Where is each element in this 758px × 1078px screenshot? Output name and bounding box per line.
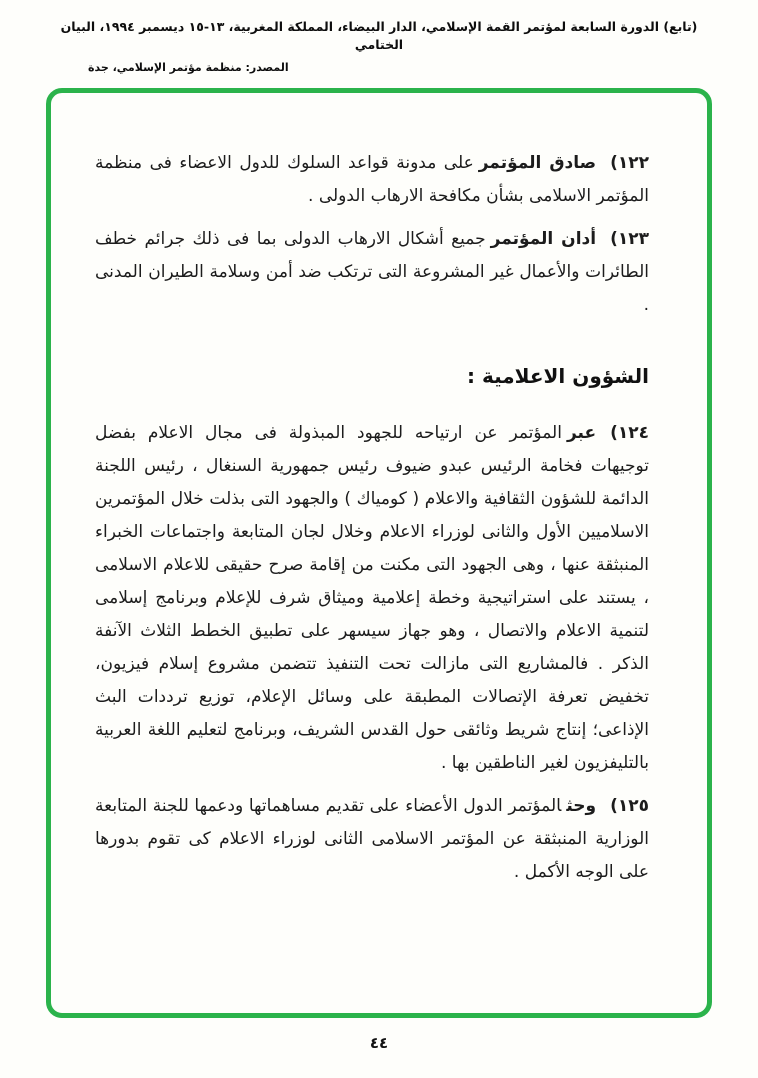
paragraph-122 [95, 147, 649, 213]
document-frame [46, 88, 712, 1018]
paragraph-number: ١٢٢) [610, 153, 649, 173]
paragraph-125 [95, 790, 649, 889]
paragraph-text: المؤتمر الدول الأعضاء على تقديم مساهماتها ودعمها للجنة المتابعة الوزارية المنبثقة عن المؤتمر الاسلامى الثانى لوزراء الاعلام كى تقوم بدورها على الوجه الأكمل . [95, 796, 649, 882]
paragraph-text: جميع أشكال الارهاب الدولى بما فى ذلك جرائم خطف الطائرات والأعمال غير المشروعة التى ترتكب ضد أمن وسلامة الطيران المدنى . [95, 229, 649, 315]
paragraph-123 [95, 223, 649, 322]
page-number: ٤٤ [369, 1034, 389, 1052]
paragraph-lead: صادق المؤتمر [478, 153, 597, 173]
header-title: (تابع) الدورة السابعة لمؤتمر القمة الإسلامي، الدار البيضاء، المملكة المغربية، ١٣-١٥ ديسمبر ١٩٩٤، البيان الختامي [60, 19, 698, 52]
paragraph-text: المؤتمر عن ارتياحه للجهود المبذولة فى مجال الاعلام بفضل توجيهات فخامة الرئيس عبدو ضيوف رئيس جمهورية السنغال ، رئيس اللجنة الدائمة للشؤون الثقافية والاعلام ( كومياك ) والجهود التى بذلت خلال المؤتمرين الاسلاميين الأول والثانى لوزراء الاعلام وخلال لجان المتابعة واجتماعات الخبراء المنبثقة عنها ، وهى الجهود التى مكنت من إقامة صرح حقيقى للاعلام الاسلامى ، يستند على استراتيجية وخطة إعلامية وميثاق شرف للإعلام وبرنامج إسلامى لتنمية الاعلام والاتصال ، وهو جهاز سيسهر على تطبيق الخطط الثلاث الآنفة الذكر . فالمشاريع التى مازالت تحت التنفيذ تتضمن مشروع إسلام فيزيون، تخفيض تعرفة الإتصالات المطبقة على وسائل الإعلام، توزيع ترددات البث الإذاعى؛ إنتاج شريط وثائقى حول القدس الشريف، وبرنامج لتعليم اللغة العربية بالتليفزيون لغير الناطقين بها . [95, 423, 649, 773]
section-heading-media-affairs: الشؤون الاعلامية : [467, 364, 649, 388]
paragraph-number: ١٢٤) [610, 423, 649, 443]
document-body [51, 93, 707, 1013]
paragraph-text: على مدونة قواعد السلوك للدول الاعضاء فى منظمة المؤتمر الاسلامى بشأن مكافحة الارهاب الدولى . [95, 153, 649, 206]
source-line: المصدر: منظمة مؤتمر الإسلامي، جدة [88, 61, 289, 74]
paragraph-number: ١٢٥) [610, 796, 649, 816]
paragraph-lead: وحث [566, 796, 597, 816]
paragraph-number: ١٢٣) [610, 229, 649, 249]
paragraph-lead: عبر [566, 423, 597, 443]
paragraph-lead: أدان المؤتمر [490, 229, 597, 249]
page-header [0, 0, 758, 74]
paragraph-124 [95, 417, 649, 780]
